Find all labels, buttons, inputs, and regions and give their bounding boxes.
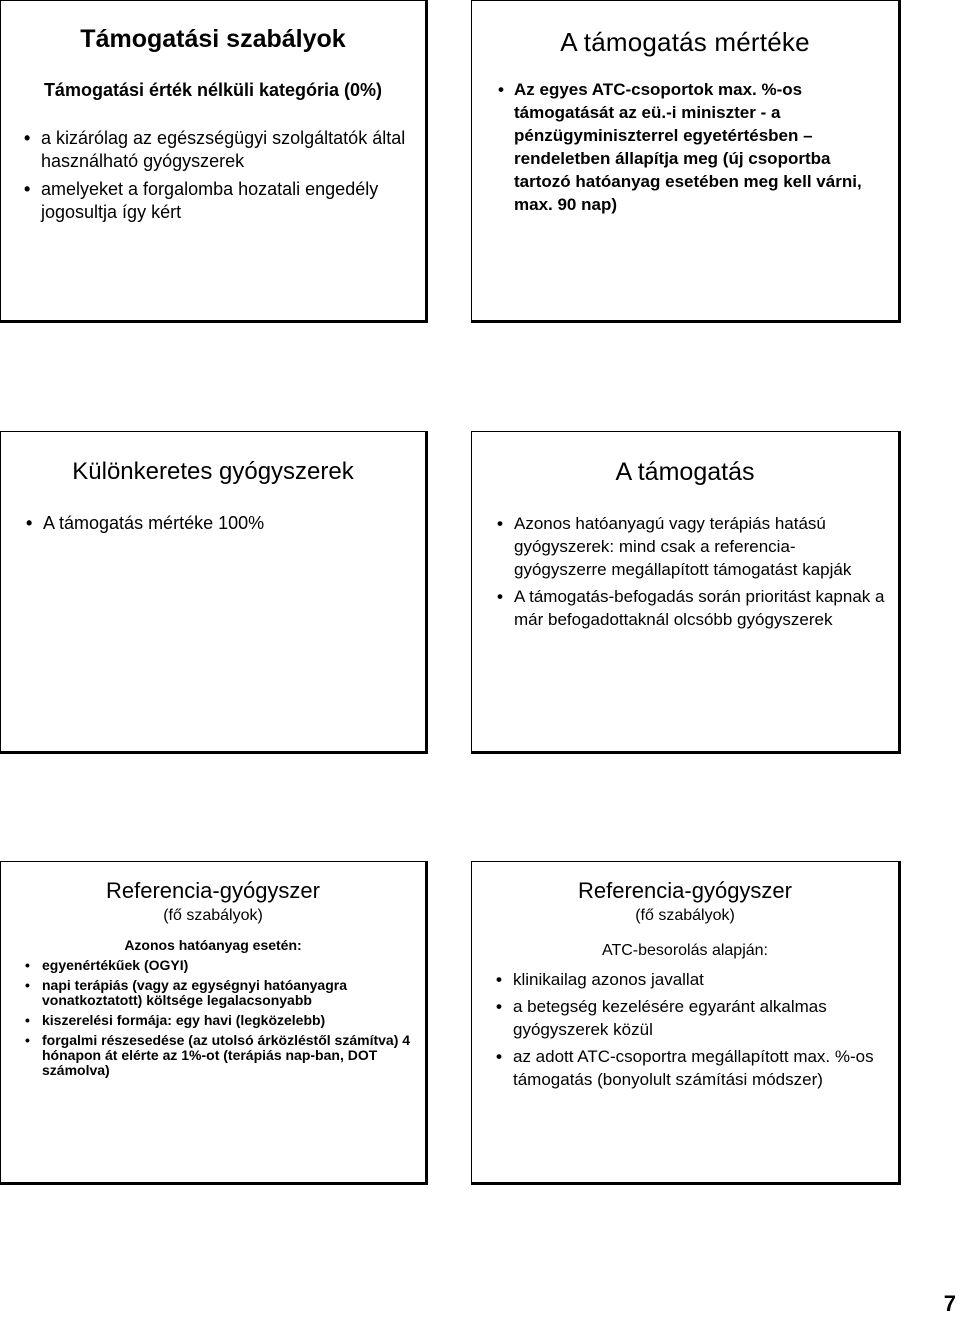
bullet-icon: • (497, 514, 503, 533)
list-item: • amelyeket a forgalomba hozatali engedély jogosultja így kért (24, 179, 379, 222)
slide-lead-text: ATC-besorolás alapján: (601, 942, 768, 959)
list-item: • Azonos hatóanyagú vagy terápiás hatású gyógyszerek: mind csak a referencia-gyógyszerre megállapított támogatást kapják (497, 514, 852, 579)
list-item: • egyenértékűek (OGYI) (25, 957, 189, 973)
bullet-icon: • (24, 128, 31, 148)
bullet-icon: • (496, 970, 502, 989)
list-item: • Az egyes ATC-csoportok max. %-os támogatását az eü.-i miniszter - a pénzügyminiszterrel egyetértésben – rendeletben állapítja meg (új csoportba tartozó hatóanyag esetében meg kell várni, max. 90 nap) (498, 80, 862, 214)
bullet-list (496, 968, 886, 1095)
slide-tamogatasi-szabalyok (0, 0, 428, 323)
slide-title: Referencia-gyógyszer (106, 878, 320, 903)
list-item: • a betegség kezelésére egyaránt alkalmas gyógyszerek közül (496, 997, 827, 1039)
list-item: • kiszerelési formája: egy havi (legközelebb) (25, 1012, 326, 1028)
bullet-icon: • (496, 1047, 502, 1066)
slide-kulonkeretes-gyogyszerek (0, 431, 428, 754)
bullet-list (24, 127, 415, 229)
slide-title: A támogatás mértéke (560, 27, 810, 57)
list-item: • forgalmi részesedése (az utolsó árközléstől számítva) 4 hónapon át elérte az 1%-ot (terápiás nap-ban, DOT számolva) (25, 1032, 411, 1078)
bullet-list (498, 78, 886, 216)
list-item: • klinikailag azonos javallat (496, 970, 704, 989)
slide-referencia-gyogyszer-atc (471, 861, 901, 1185)
bullet-icon: • (25, 1032, 30, 1048)
slide-tamogatas-merteke (471, 0, 901, 323)
slide-lead-text: Azonos hatóanyag esetén: (124, 937, 302, 953)
bullet-icon: • (25, 977, 30, 993)
bullet-icon: • (24, 179, 31, 199)
bullet-icon: • (25, 957, 30, 973)
bullet-icon: • (497, 587, 503, 606)
list-item: • A támogatás mértéke 100% (26, 513, 265, 533)
slide-referencia-gyogyszer-hatoanyag (0, 861, 428, 1185)
list-item: • A támogatás-befogadás során prioritást kapnak a már befogadottaknál olcsóbb gyógyszerek (497, 587, 885, 629)
slide-title: Különkeretes gyógyszerek (72, 458, 354, 485)
bullet-icon: • (496, 997, 502, 1016)
slide-title: Referencia-gyógyszer (578, 878, 792, 903)
slide-a-tamogatas (471, 431, 901, 754)
bullet-list (497, 512, 886, 635)
slide-subtitle: (fő szabályok) (163, 907, 263, 924)
list-item: • napi terápiás (vagy az egységnyi hatóanyagra vonatkoztatott) költsége legalacsonyabb (25, 977, 348, 1008)
slide-subtitle: Támogatási érték nélküli kategória (0%) (43, 80, 383, 100)
bullet-icon: • (26, 513, 33, 533)
bullet-list (25, 957, 413, 1083)
bullet-icon: • (25, 1012, 30, 1028)
slide-title: A támogatás (615, 458, 755, 486)
page-number: 7 (943, 1291, 956, 1316)
list-item: • a kizárólag az egészségügyi szolgáltatók által használható gyógyszerek (24, 128, 406, 171)
bullet-icon: • (498, 80, 504, 99)
slide-title: Támogatási szabályok (80, 25, 346, 53)
slide-subtitle: (fő szabályok) (635, 907, 735, 924)
list-item: • az adott ATC-csoportra megállapított max. %-os támogatás (bonyolult számítási módszer) (496, 1047, 874, 1089)
bullet-list (26, 512, 413, 535)
